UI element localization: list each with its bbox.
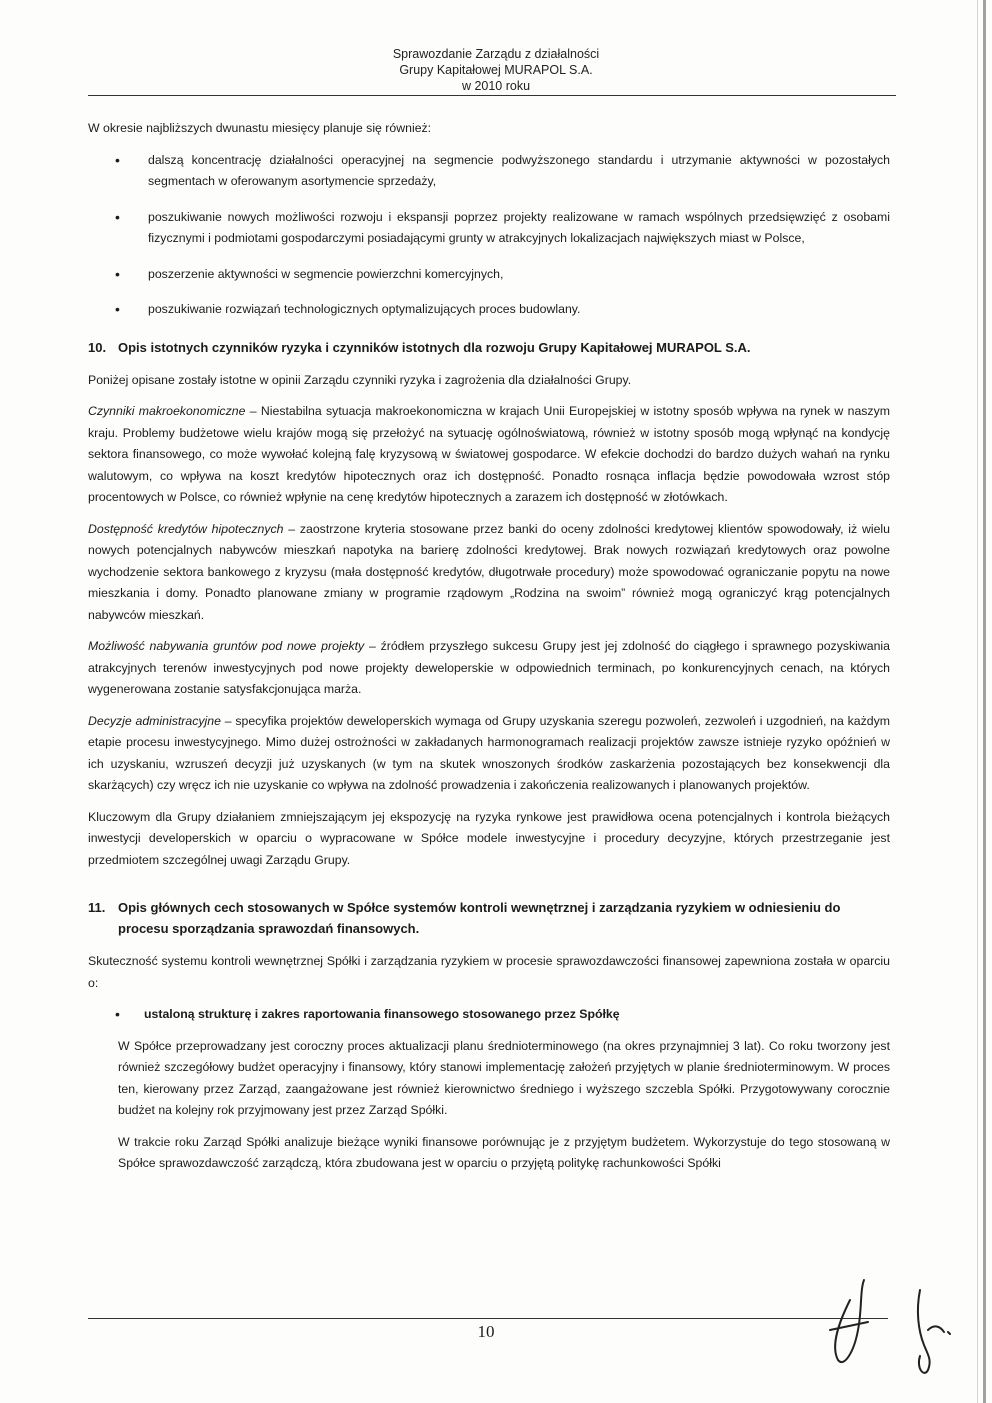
section-11-paragraph-2: W trakcie roku Zarząd Spółki analizuje bieżące wyniki finansowe porównując je z przyjętym budżetem. Wykorzystuje do tego stosowaną w Spółce sprawozdawczość zarządczą, która zbudowana jest w oparciu o przyjętą politykę rachunkowości Spółki bbox=[118, 1134, 890, 1170]
section-10-closing: Kluczowym dla Grupy działaniem zmniejszającym jej ekspozycję na ryzyka rynkowe jest prawidłowa ocena potencjalnych i kontrola bieżących inwestycji developerskich w oparciu o wypracowane w Spółce modele inwestycyjne i procedury decyzyjne, których przestrzeganie jest przedmiotem szczególnej uwagi Zarządu Grupy. bbox=[88, 809, 890, 867]
list-item: • poszerzenie aktywności w segmencie powierzchni komercyjnych, bbox=[88, 264, 890, 286]
risk-paragraph: Decyzje administracyjne – specyfika projektów deweloperskich wymaga od Grupy uzyskania szeregu pozwoleń, zezwoleń i uzgodnień, na każdym etapie procesu inwestycyjnego. Mimo dużej ostrożności w zakładanych harmonogramach realizacji projektów zawsze istnieje ryzyko opóźnień w ich uzyskaniu, wzruszeń decyzji już uzyskanych (w tym na skutek wnoszonych środków zaskarżenia pozostających bez konsekwencji dla skarżących) czy wręcz ich nie uzyskanie co wpływa na zdolność prowadzenia i zakończenia realizowanych i planowanych projektów. bbox=[88, 713, 890, 792]
section-10-intro: Poniżej opisane zostały istotne w opinii Zarządu czynniki ryzyka i zagrożenia dla działalności Grupy. bbox=[88, 372, 632, 387]
bullet-icon: • bbox=[115, 208, 120, 225]
header-title: Sprawozdanie Zarządu z działalności bbox=[392, 47, 600, 61]
handwritten-signatures bbox=[820, 1260, 970, 1380]
risk-paragraph: Możliwość nabywania gruntów pod nowe projekty – źródłem przyszłego sukcesu Grupy jest jej zdolność do ciągłego i sprawnego pozyskiwania atrakcyjnych terenów inwestycyjnych pod nowe projekty deweloperskie w odpowiednich terminach, po konkurencyjnych cenach, na których wygenerowana zostanie satysfakcjonująca marża. bbox=[88, 639, 891, 696]
list-item: • poszukiwanie rozwiązań technologicznych optymalizujących proces budowlany. bbox=[88, 299, 890, 321]
risk-paragraph: Dostępność kredytów hipotecznych – zaostrzone kryteria stosowane przez banki do oceny zdolności kredytowej klientów spowodowały, iż wielu nowych potencjalnych nabywców mieszkań napotyka na barierę zdolności kredytowej. Brak nowych rozwiązań kredytowych oraz powolne wychodzenie sektora bankowego z kryzysu (mała dostępność kredytów, długotrwałe procedury) może spowodować ograniczanie popytu na nowe mieszkania i domy. Ponadto planowane zmiany w programie rządowym „Rodzina na swoim” również mogą ograniczyć krąg potencjalnych nabywców mieszkań. bbox=[88, 521, 890, 622]
footer-divider bbox=[88, 1318, 888, 1319]
scan-edge-inner bbox=[977, 0, 978, 1403]
signature-1 bbox=[830, 1280, 868, 1362]
section-10-heading: 10. Opis istotnych czynników ryzyka i czynników istotnych dla rozwoju Grupy Kapitałowej MURAPOL S.A. bbox=[88, 339, 751, 355]
header-year: w 2010 roku bbox=[461, 79, 531, 93]
header-company: Grupy Kapitałowej MURAPOL S.A. bbox=[399, 63, 593, 77]
risk-paragraph: Czynniki makroekonomiczne – Niestabilna sytuacja makroekonomiczna w krajach Unii Europejskiej w istotny sposób wpływa na rynek w naszym kraju. Problemy budżetowe wielu krajów mogą się przełożyć na sytuację ogólnoświatową, również w istotny sposób mogą wpłynąć na kondycję sektora finansowego, co może wywołać kolejną falę kryzysową w światowej gospodarce. W efekcie dochodzi do bardzo dużych wahań na rynku walutowym, co wpływa na koszt kredytów hipotecznych oraz ich dostępność. Ponadto rosnąca inflacja będzie powodowała wzrost stóp procentowych w Polsce, co również wpłynie na cenę kredytów hipotecznych a zarazem ich dostępność w złotówkach. bbox=[88, 404, 890, 504]
section-11-paragraph-1: W Spółce przeprowadzany jest coroczny proces aktualizacji planu średnioterminowego (na okres przynajmniej 3 lat). Co roku tworzony jest również szczegółowy budżet operacyjny i finansowy, który stanowi implementację założeń przyjętych w planie średnioterminowym. W proces ten, kierowany przez Zarząd, zaangażowane jest również kierownictwo średniego i wyższego szczebla Spółki. Przygotowywany corocznie budżet na kolejny rok przyjmowany jest przez Zarząd Spółki. bbox=[118, 1038, 890, 1117]
section-11-heading: 11. Opis głównych cech stosowanych w Spółce systemów kontroli wewnętrznej i zarządzania ryzykiem w odniesieniu do procesu sporządzania sprawozdań finansowych. bbox=[88, 900, 841, 936]
bullet-icon: • bbox=[115, 151, 120, 168]
section-11-intro: Skuteczność systemu kontroli wewnętrznej Spółki i zarządzania ryzykiem w procesie sprawozdawczości finansowej zapewniona została w oparciu o: bbox=[88, 954, 890, 990]
page-content bbox=[88, 118, 890, 1185]
section-11-bullet: • ustaloną strukturę i zakres raportowania finansowego stosowanego przez Spółkę bbox=[88, 1004, 890, 1026]
plans-list bbox=[88, 150, 890, 321]
signature-2 bbox=[918, 1290, 950, 1373]
scan-edge bbox=[983, 0, 986, 1403]
plans-intro: W okresie najbliższych dwunastu miesięcy planuje się również: bbox=[88, 121, 432, 135]
bullet-icon: • bbox=[115, 265, 120, 282]
bullet-icon: • bbox=[115, 301, 120, 317]
page-number: 10 bbox=[477, 1322, 495, 1341]
page-header bbox=[0, 46, 992, 94]
list-item: • dalszą koncentrację działalności operacyjnej na segmencie podwyższonego standardu i utrzymanie aktywności w pozostałych segmentach w oferowanym asortymencie sprzedaży, bbox=[115, 151, 890, 188]
bullet-icon: • bbox=[115, 1006, 120, 1022]
header-divider bbox=[88, 95, 896, 96]
list-item: • poszukiwanie nowych możliwości rozwoju i ekspansji poprzez projekty realizowane w ramach wspólnych przedsięwzięć z osobami fizycznymi i podmiotami gospodarczymi posiadającymi grunty w atrakcyjnych lokalizacjach największych miast w Polsce, bbox=[115, 208, 890, 245]
